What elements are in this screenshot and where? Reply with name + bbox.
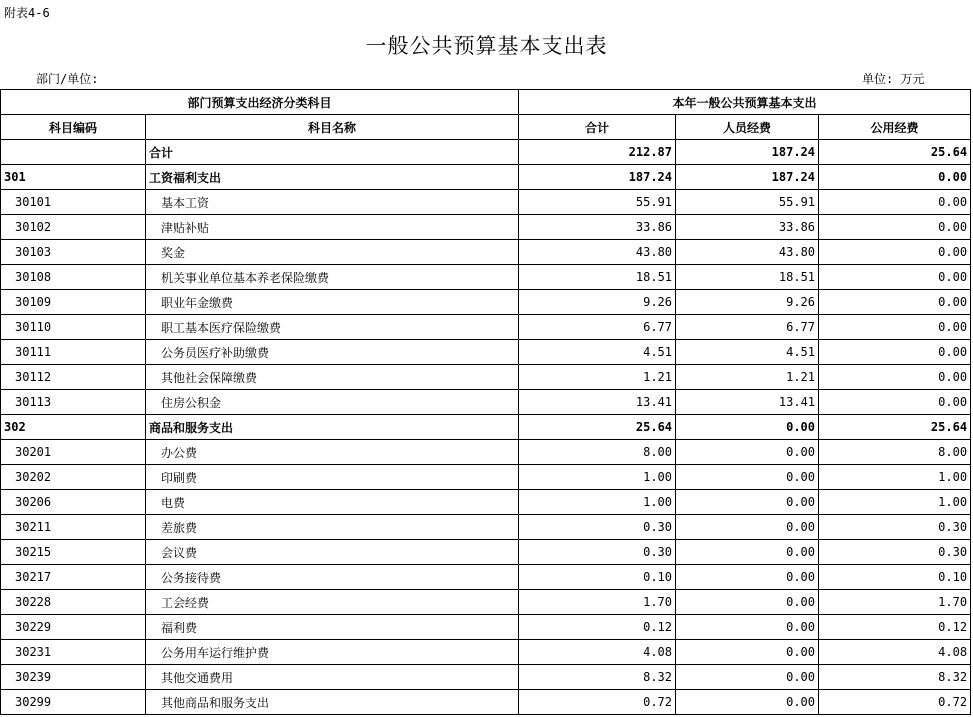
table-row (1, 540, 971, 565)
cell-personnel: 0.00 (676, 465, 819, 490)
cell-code: 30217 (1, 565, 146, 590)
cell-personnel: 0.00 (676, 690, 819, 715)
cell-public: 0.12 (819, 615, 971, 640)
cell-public: 0.00 (819, 365, 971, 390)
cell-personnel: 9.26 (676, 290, 819, 315)
cell-personnel: 0.00 (676, 665, 819, 690)
unit-label: 单位: 万元 (862, 72, 925, 86)
cell-personnel: 6.77 (676, 315, 819, 340)
cell-name: 工会经费 (146, 590, 519, 615)
cell-code: 30228 (1, 590, 146, 615)
cell-total: 55.91 (519, 190, 676, 215)
cell-name: 奖金 (146, 240, 519, 265)
cell-total: 25.64 (519, 415, 676, 440)
table-row (1, 590, 971, 615)
table-row (1, 390, 971, 415)
cell-name: 职业年金缴费 (146, 290, 519, 315)
table-row (1, 640, 971, 665)
cell-name: 津贴补贴 (146, 215, 519, 240)
cell-code: 30215 (1, 540, 146, 565)
cell-total: 9.26 (519, 290, 676, 315)
cell-public: 1.00 (819, 490, 971, 515)
cell-code: 30101 (1, 190, 146, 215)
table-row (1, 565, 971, 590)
cell-public: 0.00 (819, 265, 971, 290)
cell-total: 0.30 (519, 540, 676, 565)
header-personnel: 人员经费 (676, 115, 819, 140)
cell-name: 差旅费 (146, 515, 519, 540)
cell-public: 1.70 (819, 590, 971, 615)
cell-code: 30202 (1, 465, 146, 490)
cell-total: 0.12 (519, 615, 676, 640)
header-group-left: 部门预算支出经济分类科目 (1, 90, 519, 115)
cell-personnel: 55.91 (676, 190, 819, 215)
cell-personnel: 0.00 (676, 415, 819, 440)
cell-public: 0.00 (819, 215, 971, 240)
cell-personnel: 0.00 (676, 590, 819, 615)
cell-code: 30206 (1, 490, 146, 515)
cell-code: 302 (1, 415, 146, 440)
cell-code: 30113 (1, 390, 146, 415)
header-code: 科目编码 (1, 115, 146, 140)
cell-public: 0.00 (819, 315, 971, 340)
cell-personnel: 187.24 (676, 140, 819, 165)
cell-total: 0.30 (519, 515, 676, 540)
cell-name: 公务用车运行维护费 (146, 640, 519, 665)
cell-code: 30103 (1, 240, 146, 265)
cell-code: 30231 (1, 640, 146, 665)
cell-public: 0.72 (819, 690, 971, 715)
cell-total: 4.08 (519, 640, 676, 665)
cell-total: 43.80 (519, 240, 676, 265)
cell-total: 1.70 (519, 590, 676, 615)
cell-name: 印刷费 (146, 465, 519, 490)
department-label: 部门/单位: (36, 72, 99, 86)
cell-personnel: 18.51 (676, 265, 819, 290)
table-row (1, 490, 971, 515)
cell-name: 福利费 (146, 615, 519, 640)
cell-public: 0.00 (819, 190, 971, 215)
table-row (1, 340, 971, 365)
table-row (1, 165, 971, 190)
cell-name: 电费 (146, 490, 519, 515)
table-row (1, 690, 971, 715)
table-row (1, 415, 971, 440)
cell-name: 办公费 (146, 440, 519, 465)
header-total: 合计 (519, 115, 676, 140)
cell-code: 30110 (1, 315, 146, 340)
cell-personnel: 0.00 (676, 565, 819, 590)
cell-total: 1.21 (519, 365, 676, 390)
cell-public: 0.00 (819, 290, 971, 315)
cell-personnel: 1.21 (676, 365, 819, 390)
attachment-label: 附表4-6 (4, 6, 50, 20)
cell-code: 30299 (1, 690, 146, 715)
cell-name: 工资福利支出 (146, 165, 519, 190)
cell-name: 基本工资 (146, 190, 519, 215)
cell-name: 职工基本医疗保险缴费 (146, 315, 519, 340)
table-row (1, 465, 971, 490)
page-title: 一般公共预算基本支出表 (365, 34, 608, 58)
table-row (1, 190, 971, 215)
table-row (1, 315, 971, 340)
cell-public: 1.00 (819, 465, 971, 490)
cell-public: 0.00 (819, 240, 971, 265)
cell-code: 30108 (1, 265, 146, 290)
cell-total: 13.41 (519, 390, 676, 415)
cell-total: 1.00 (519, 490, 676, 515)
cell-name: 其他社会保障缴费 (146, 365, 519, 390)
table-row (1, 240, 971, 265)
cell-code: 301 (1, 165, 146, 190)
cell-public: 25.64 (819, 140, 971, 165)
cell-public: 0.00 (819, 165, 971, 190)
budget-table (0, 89, 971, 715)
cell-personnel: 0.00 (676, 615, 819, 640)
cell-public: 0.30 (819, 515, 971, 540)
table-row (1, 290, 971, 315)
cell-personnel: 187.24 (676, 165, 819, 190)
table-row (1, 215, 971, 240)
cell-code: 30211 (1, 515, 146, 540)
table-row (1, 140, 971, 165)
cell-code: 30102 (1, 215, 146, 240)
cell-public: 25.64 (819, 415, 971, 440)
cell-public: 8.00 (819, 440, 971, 465)
cell-public: 0.00 (819, 390, 971, 415)
cell-public: 8.32 (819, 665, 971, 690)
cell-total: 8.00 (519, 440, 676, 465)
table-row (1, 440, 971, 465)
table-row (1, 515, 971, 540)
cell-total: 212.87 (519, 140, 676, 165)
cell-name: 公务员医疗补助缴费 (146, 340, 519, 365)
cell-code: 30239 (1, 665, 146, 690)
cell-name: 其他商品和服务支出 (146, 690, 519, 715)
cell-total: 6.77 (519, 315, 676, 340)
cell-personnel: 13.41 (676, 390, 819, 415)
header-public: 公用经费 (819, 115, 971, 140)
cell-total: 18.51 (519, 265, 676, 290)
header-name: 科目名称 (146, 115, 519, 140)
table-row (1, 365, 971, 390)
cell-public: 0.10 (819, 565, 971, 590)
cell-total: 33.86 (519, 215, 676, 240)
cell-personnel: 0.00 (676, 440, 819, 465)
cell-personnel: 33.86 (676, 215, 819, 240)
cell-name: 公务接待费 (146, 565, 519, 590)
cell-total: 0.72 (519, 690, 676, 715)
cell-name: 其他交通费用 (146, 665, 519, 690)
table-row (1, 615, 971, 640)
cell-personnel: 0.00 (676, 640, 819, 665)
cell-code: 30111 (1, 340, 146, 365)
cell-total: 0.10 (519, 565, 676, 590)
cell-total: 1.00 (519, 465, 676, 490)
cell-name: 合计 (146, 140, 519, 165)
cell-public: 0.30 (819, 540, 971, 565)
cell-public: 0.00 (819, 340, 971, 365)
cell-code: 30109 (1, 290, 146, 315)
table-row (1, 265, 971, 290)
cell-name: 机关事业单位基本养老保险缴费 (146, 265, 519, 290)
cell-code (1, 140, 146, 165)
cell-personnel: 0.00 (676, 540, 819, 565)
cell-personnel: 0.00 (676, 515, 819, 540)
table-row (1, 665, 971, 690)
cell-personnel: 4.51 (676, 340, 819, 365)
cell-personnel: 43.80 (676, 240, 819, 265)
cell-name: 住房公积金 (146, 390, 519, 415)
cell-code: 30112 (1, 365, 146, 390)
cell-name: 商品和服务支出 (146, 415, 519, 440)
header-group-right: 本年一般公共预算基本支出 (519, 90, 971, 115)
cell-total: 8.32 (519, 665, 676, 690)
cell-code: 30201 (1, 440, 146, 465)
cell-name: 会议费 (146, 540, 519, 565)
cell-total: 187.24 (519, 165, 676, 190)
cell-code: 30229 (1, 615, 146, 640)
cell-personnel: 0.00 (676, 490, 819, 515)
cell-total: 4.51 (519, 340, 676, 365)
cell-public: 4.08 (819, 640, 971, 665)
